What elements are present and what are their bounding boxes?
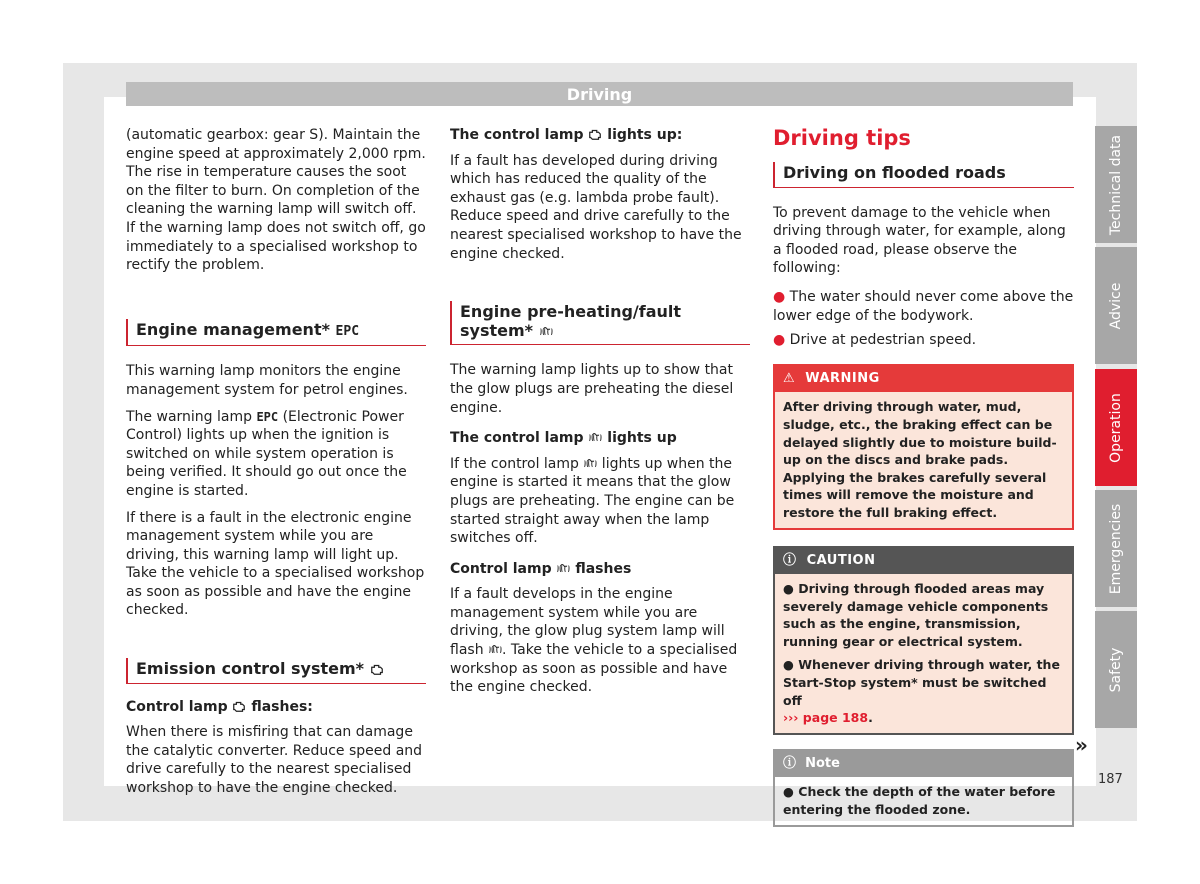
note-box: [773, 749, 1074, 827]
warning-header: ⚠ WARNING: [775, 366, 1072, 393]
glow-plug-icon: [556, 561, 570, 575]
emission-p1: When there is misfiring that can damage the catalytic converter. Reduce speed and drive carefully to the nearest specialised workshop to have the engine checked.: [126, 724, 423, 797]
column-3: [773, 126, 1074, 827]
page-number: 187: [1098, 772, 1123, 787]
section-header: Driving: [126, 82, 1073, 106]
preheat-p2: If the control lamp lights up when the engine is started it means that the glow plugs are preheating. The engine can be started straight away when the lamp switches off.: [450, 455, 735, 547]
info-icon: ⓘ: [783, 755, 797, 771]
engine-icon: [370, 662, 384, 676]
note-header: ⓘ Note: [775, 751, 1072, 778]
caution-header: ⓘ CAUTION: [775, 548, 1072, 575]
warning-text: After driving through water, mud, sludge, etc., the braking effect can be delayed slightly due to moisture build-up on the discs and brake pads. Applying the brakes carefully several times will remove the moisture and restore the full braking effect.: [783, 399, 1057, 520]
tab-advice[interactable]: Advice: [1095, 247, 1137, 364]
lights-up-subheading: The control lamp lights up:: [450, 127, 683, 143]
flooded-paragraph: To prevent damage to the vehicle when driving through water, for example, along a flooded road, please observe the following:: [773, 204, 1066, 277]
note-body: ● Check the depth of the water before entering the flooded zone.: [783, 784, 1056, 818]
glow-plug-icon: [539, 324, 553, 338]
glow-plug-icon: [588, 430, 602, 444]
list-item: ● Whenever driving through water, the Start-Stop system* must be switched off ››› page 188.: [783, 657, 1060, 726]
column-2: [450, 126, 750, 705]
warning-box: [773, 364, 1074, 530]
preheat-lights-up-subheading: The control lamp lights up: [450, 430, 677, 447]
engine-icon: [588, 127, 602, 141]
caution-body: [775, 574, 1072, 733]
preheat-p3: If a fault develops in the engine management system while you are driving, the glow plug system lamp will flash . Take the vehicle to a specialised workshop as soon as possible and have the engine checked.: [450, 586, 738, 696]
engine-mgmt-p2: The warning lamp EPC (Electronic Power Control) lights up when the ignition is switched on while system operation is being verified. It should go out once the engine is started.: [126, 408, 407, 499]
engine-mgmt-p3: If there is a fault in the electronic engine management system while you are driving, this warning lamp will light up. Take the vehicle to a specialised workshop as soon as possible and have the engine checked.: [126, 509, 425, 619]
engine-management-heading: Engine management* EPC: [126, 319, 426, 347]
column-1: [126, 126, 426, 806]
engine-mgmt-p1: This warning lamp monitors the engine management system for petrol engines.: [126, 363, 408, 398]
driving-tips-title: Driving tips: [773, 126, 911, 150]
preheat-flashes-subheading: Control lamp flashes: [450, 560, 632, 577]
tab-operation[interactable]: Operation: [1095, 369, 1137, 486]
caution-circle-icon: ⓘ: [783, 552, 797, 568]
emission-heading: Emission control system*: [126, 658, 426, 684]
emission-lamp-subheading: Control lamp flashes:: [126, 698, 313, 715]
intro-paragraph: (automatic gearbox: gear S). Maintain the engine speed at approximately 2,000 rpm. The rise in temperature causes the soot on the filter to burn. On completion of the cleaning the warning lamp will switch off. If the warning lamp does not switch off, go immediately to a specialised workshop to rectify the problem.: [126, 127, 426, 274]
glow-plug-icon: [488, 642, 502, 656]
flooded-roads-heading: Driving on flooded roads: [773, 162, 1074, 188]
lights-up-paragraph: If a fault has developed during driving which has reduced the quality of the exhaust gas (e.g. lambda probe fault). Reduce speed and drive carefully to the nearest specialised workshop to have the engine checked.: [450, 152, 742, 262]
continue-arrow: »: [1075, 733, 1088, 757]
warning-triangle-icon: ⚠: [783, 370, 796, 386]
preheat-heading: Engine pre-heating/fault system*: [450, 301, 750, 345]
tab-safety[interactable]: Safety: [1095, 611, 1137, 728]
preheat-p1: The warning lamp lights up to show that the glow plugs are preheating the diesel engine.: [450, 362, 734, 416]
list-item: ● Drive at pedestrian speed.: [773, 332, 977, 349]
epc-icon: EPC: [256, 409, 279, 424]
epc-icon: EPC: [335, 323, 360, 339]
tab-technical-data[interactable]: Technical data: [1095, 126, 1137, 243]
caution-box: [773, 546, 1074, 735]
tab-emergencies[interactable]: Emergencies: [1095, 490, 1137, 607]
page-link[interactable]: ››› page 188: [783, 710, 869, 726]
list-item: ● The water should never come above the lower edge of the bodywork.: [773, 288, 1074, 324]
list-item: ● Driving through flooded areas may severely damage vehicle components such as the engine, transmission, running gear or electrical system.: [783, 581, 1049, 649]
engine-icon: [232, 699, 246, 713]
glow-plug-icon: [583, 456, 597, 470]
